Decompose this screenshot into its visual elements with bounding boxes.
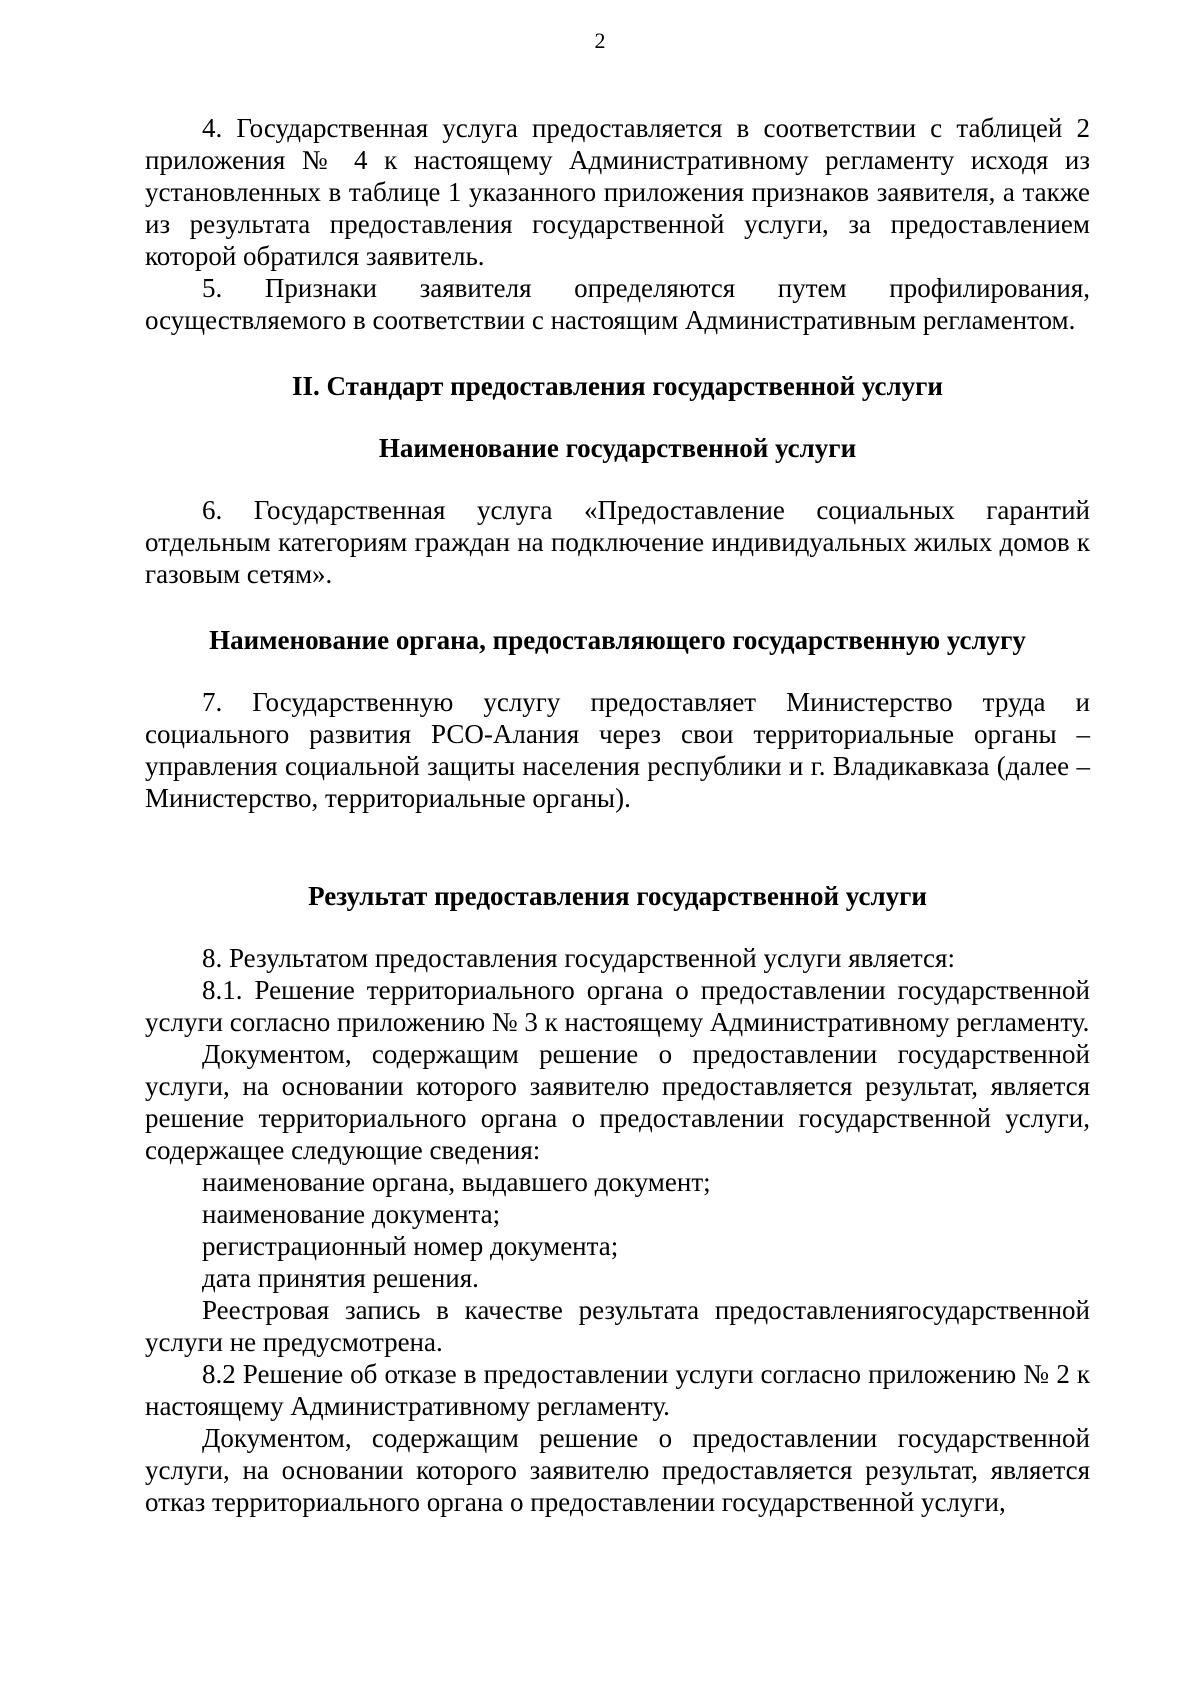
subheading-organ-name: Наименование органа, предоставляющего государственную услугу [209, 625, 1026, 655]
paragraph-5: 5. Признаки заявителя определяются путем профилирования, осуществляемого в соответствии с настоящим Административным регламентом. [145, 273, 1090, 335]
list-item: наименование органа, выдавшего документ; [202, 1167, 711, 1197]
paragraph-7: 7. Государственную услугу предоставляет Министерство труда и социального развития РСО-Алания через свои территориальные органы – управления социальной защиты населения республики и г. Владикавказа (далее – Министерство, территориальные органы). [145, 687, 1090, 813]
paragraph-4: 4. Государственная услуга предоставляется в соответствии с таблицей 2 приложения № 4 к настоящему Административному регламенту исходя из установленных в таблице 1 указанного приложения признаков заявителя, а также из результата предоставления государственной услуги, за предоставлением которой обратился заявитель. [145, 113, 1090, 271]
paragraph-8-1: 8.1. Решение территориального органа о предоставлении государственной услуги согласно приложению № 3 к настоящему Административному регламенту. [145, 975, 1090, 1037]
list-item: наименование документа; [202, 1199, 501, 1229]
paragraph-8: 8. Результатом предоставления государственной услуги является: [202, 943, 955, 973]
paragraph-6: 6. Государственная услуга «Предоставление социальных гарантий отдельным категориям граждан на подключение индивидуальных жилых домов к газовым сетям». [145, 495, 1090, 589]
subheading-service-name: Наименование государственной услуги [378, 433, 857, 463]
document-body [145, 112, 1090, 1518]
paragraph-8-2-document: Документом, содержащим решение о предоставлении государственной услуги, на основании которого заявителю предоставляется результат, является отказ территориального органа о предоставлении государственной услуги, [145, 1423, 1090, 1517]
paragraph-8-1-document: Документом, содержащим решение о предоставлении государственной услуги, на основании которого заявителю предоставляется результат, является решение территориального органа о предоставлении государственной услуги, содержащее следующие сведения: [145, 1039, 1090, 1165]
section-heading-standard: II. Стандарт предоставления государственной услуги [292, 371, 943, 401]
paragraph-registry: Реестровая запись в качестве результата предоставлениягосударственной услуги не предусмотрена. [145, 1295, 1090, 1357]
paragraph-8-2: 8.2 Решение об отказе в предоставлении услуги согласно приложению № 2 к настоящему Административному регламенту. [145, 1359, 1090, 1421]
subheading-service-result: Результат предоставления государственной услуги [308, 881, 927, 911]
page-number: 2 [594, 28, 606, 53]
list-item: регистрационный номер документа; [202, 1231, 619, 1261]
list-item: дата принятия решения. [202, 1263, 479, 1293]
